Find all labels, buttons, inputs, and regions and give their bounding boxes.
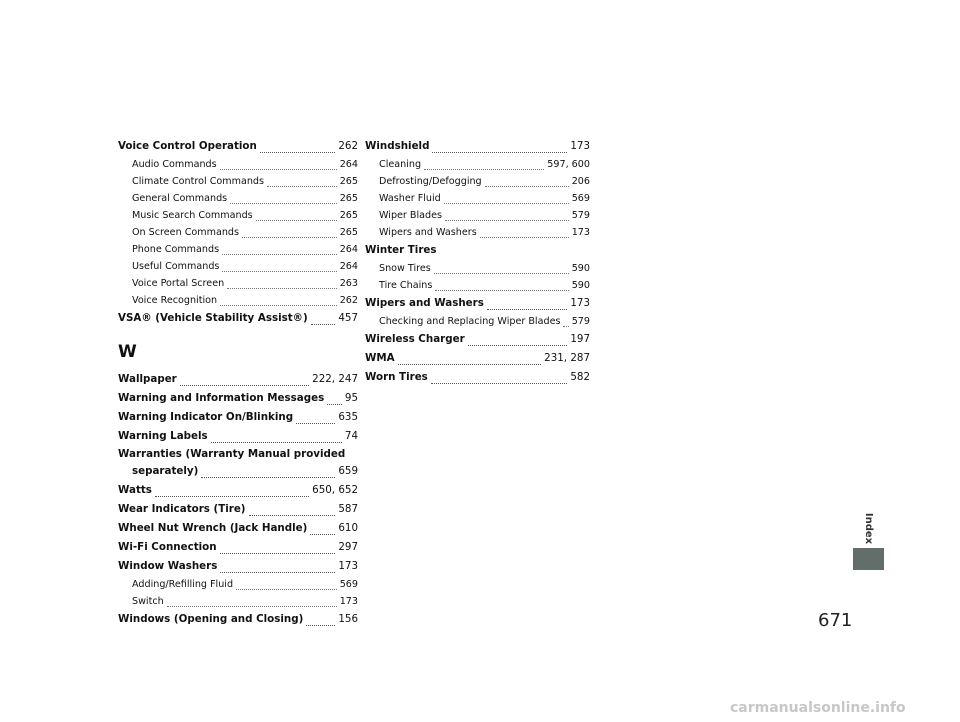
leader-dots [431, 383, 568, 384]
index-column-left [118, 137, 358, 629]
index-entry [118, 538, 358, 557]
index-entry [118, 519, 358, 538]
leader-dots [480, 237, 569, 238]
leader-dots [435, 290, 568, 291]
entry-page: 579 [571, 316, 590, 327]
leader-dots [327, 404, 342, 405]
leader-dots [468, 345, 568, 346]
index-entry [365, 368, 590, 387]
index-tab-label: Index [863, 512, 875, 544]
index-tab-marker [853, 548, 884, 570]
entry-text: Voice Control Operation [118, 140, 257, 152]
entry-page: 265 [339, 227, 358, 238]
entry-text: Voice Recognition [132, 295, 218, 306]
entry-text: Warning Indicator On/Blinking [118, 411, 294, 423]
index-heading [365, 241, 590, 260]
leader-dots [563, 326, 568, 327]
index-subentry [118, 258, 358, 275]
leader-dots [249, 515, 336, 516]
entry-text: Wireless Charger [365, 333, 465, 345]
leader-dots [236, 589, 337, 590]
entry-text: Wipers and Washers [379, 227, 477, 238]
entry-group-w2 [118, 481, 358, 629]
leader-dots [222, 254, 337, 255]
entry-page: 173 [339, 596, 358, 607]
entry-page: 582 [570, 371, 590, 383]
leader-dots [267, 186, 337, 187]
entry-text: Snow Tires [379, 263, 431, 274]
entry-page: 457 [338, 312, 358, 324]
index-subentry [118, 190, 358, 207]
leader-dots [220, 169, 337, 170]
section-letter: W [118, 342, 137, 362]
entry-page: 297 [338, 541, 358, 553]
entry-page: 569 [571, 193, 590, 204]
leader-dots [180, 385, 309, 386]
index-subentry [365, 277, 590, 294]
entry-text: Windshield [365, 140, 430, 152]
entry-text: Watts [118, 484, 152, 496]
index-subentry [365, 313, 590, 330]
entry-page: 264 [339, 261, 358, 272]
entry-page: 265 [339, 210, 358, 221]
entry-text: General Commands [132, 193, 228, 204]
entry-page: 597, 600 [547, 159, 590, 170]
leader-dots [220, 305, 337, 306]
leader-dots [242, 237, 337, 238]
leader-dots [256, 220, 337, 221]
leader-dots [220, 572, 335, 573]
index-entry [365, 349, 590, 368]
entry-text: Tire Chains [379, 280, 433, 291]
index-entry [118, 408, 358, 427]
entry-page: 95 [344, 392, 358, 404]
leader-dots [487, 309, 567, 310]
entry-page: 635 [338, 411, 358, 423]
entry-text: Switch [132, 596, 164, 607]
index-subentry [365, 224, 590, 241]
entry-page: 265 [339, 193, 358, 204]
entry-page: 610 [338, 522, 358, 534]
entry-page: 74 [344, 430, 358, 442]
index-entry [365, 330, 590, 349]
entry-page: 231, 287 [544, 352, 590, 364]
leader-dots [485, 186, 569, 187]
index-subentry [118, 224, 358, 241]
entry-page: 587 [338, 503, 358, 515]
entry-text: Cleaning [379, 159, 422, 170]
index-subentry [365, 156, 590, 173]
leader-dots [444, 203, 569, 204]
index-entry [118, 557, 358, 576]
entry-text: Warning and Information Messages [118, 392, 325, 404]
entry-text: Wear Indicators (Tire) [118, 503, 246, 515]
index-subentry [118, 241, 358, 258]
entry-page: 569 [339, 579, 358, 590]
index-entry-wrapped-cont [118, 462, 358, 481]
leader-dots [432, 152, 567, 153]
index-subentry [118, 156, 358, 173]
entry-page: 206 [571, 176, 590, 187]
entry-page: 173 [338, 560, 358, 572]
index-subentry [365, 173, 590, 190]
leader-dots [167, 606, 337, 607]
entry-text: Music Search Commands [132, 210, 253, 221]
index-entry [118, 500, 358, 519]
entry-page: 222, 247 [312, 373, 358, 385]
page-number: 671 [818, 610, 853, 631]
entry-text: VSA® (Vehicle Stability Assist®) [118, 312, 308, 324]
entry-text: Windows (Opening and Closing) [118, 613, 304, 625]
index-entry [365, 137, 590, 156]
entry-text: Wiper Blades [379, 210, 443, 221]
index-entry [118, 137, 358, 156]
leader-dots [230, 203, 337, 204]
entry-text: Voice Portal Screen [132, 278, 225, 289]
entry-text: Checking and Replacing Wiper Blades [379, 316, 561, 327]
entry-page: 173 [570, 140, 590, 152]
entry-text: Climate Control Commands [132, 176, 265, 187]
entry-page: 173 [571, 227, 590, 238]
leader-dots [445, 220, 569, 221]
entry-text: Phone Commands [132, 244, 220, 255]
entry-text: Winter Tires [365, 244, 437, 256]
entry-text: Washer Fluid [379, 193, 441, 204]
leader-dots [434, 273, 569, 274]
leader-dots [310, 534, 335, 535]
entry-page: 262 [339, 295, 358, 306]
index-subentry [365, 207, 590, 224]
entry-page: 173 [570, 297, 590, 309]
leader-dots [222, 271, 336, 272]
index-column-right [365, 137, 590, 387]
leader-dots [306, 625, 335, 626]
leader-dots [201, 477, 335, 478]
index-subentry [118, 275, 358, 292]
index-subentry [118, 576, 358, 593]
entry-text: Wi-Fi Connection [118, 541, 217, 553]
leader-dots [155, 496, 309, 497]
index-subentry [365, 260, 590, 277]
entry-group-w1 [118, 370, 358, 446]
entry-page: 590 [571, 280, 590, 291]
entry-text: Adding/Refilling Fluid [132, 579, 234, 590]
entry-text: Useful Commands [132, 261, 220, 272]
leader-dots [398, 364, 542, 365]
entry-page: 659 [338, 465, 358, 477]
leader-dots [211, 442, 342, 443]
entry-page: 263 [339, 278, 358, 289]
entry-text: Wipers and Washers [365, 297, 484, 309]
entry-text: WMA [365, 352, 395, 364]
watermark: carmanualsonline.info [730, 700, 906, 716]
index-entry [118, 370, 358, 389]
entry-text: Window Washers [118, 560, 218, 572]
entry-page: 265 [339, 176, 358, 187]
leader-dots [296, 423, 335, 424]
entry-page: 650, 652 [312, 484, 358, 496]
leader-dots [227, 288, 337, 289]
index-entry [118, 481, 358, 500]
leader-dots [220, 553, 336, 554]
index-subentry [118, 173, 358, 190]
leader-dots [424, 169, 544, 170]
leader-dots [260, 152, 336, 153]
entry-page: 590 [571, 263, 590, 274]
entry-page: 264 [339, 244, 358, 255]
index-entry [118, 389, 358, 408]
index-entry [118, 610, 358, 629]
entry-text: On Screen Commands [132, 227, 240, 238]
entry-text: Worn Tires [365, 371, 428, 383]
entry-text: Warning Labels [118, 430, 208, 442]
index-entry [118, 309, 358, 328]
entry-text: Wheel Nut Wrench (Jack Handle) [118, 522, 308, 534]
index-entry [365, 294, 590, 313]
entry-page: 197 [570, 333, 590, 345]
entry-page: 262 [338, 140, 358, 152]
entry-page: 156 [338, 613, 358, 625]
index-entry-wrapped: Warranties (Warranty Manual provided [118, 448, 346, 460]
entry-group-v [118, 137, 358, 328]
entry-text: separately) [132, 465, 199, 477]
index-entry [118, 427, 358, 446]
index-subentry [365, 190, 590, 207]
index-subentry [118, 593, 358, 610]
entry-text: Wallpaper [118, 373, 177, 385]
entry-page: 264 [339, 159, 358, 170]
entry-page: 579 [571, 210, 590, 221]
index-subentry [118, 207, 358, 224]
entry-text: Audio Commands [132, 159, 217, 170]
index-subentry [118, 292, 358, 309]
leader-dots [311, 324, 336, 325]
entry-text: Defrosting/Defogging [379, 176, 482, 187]
